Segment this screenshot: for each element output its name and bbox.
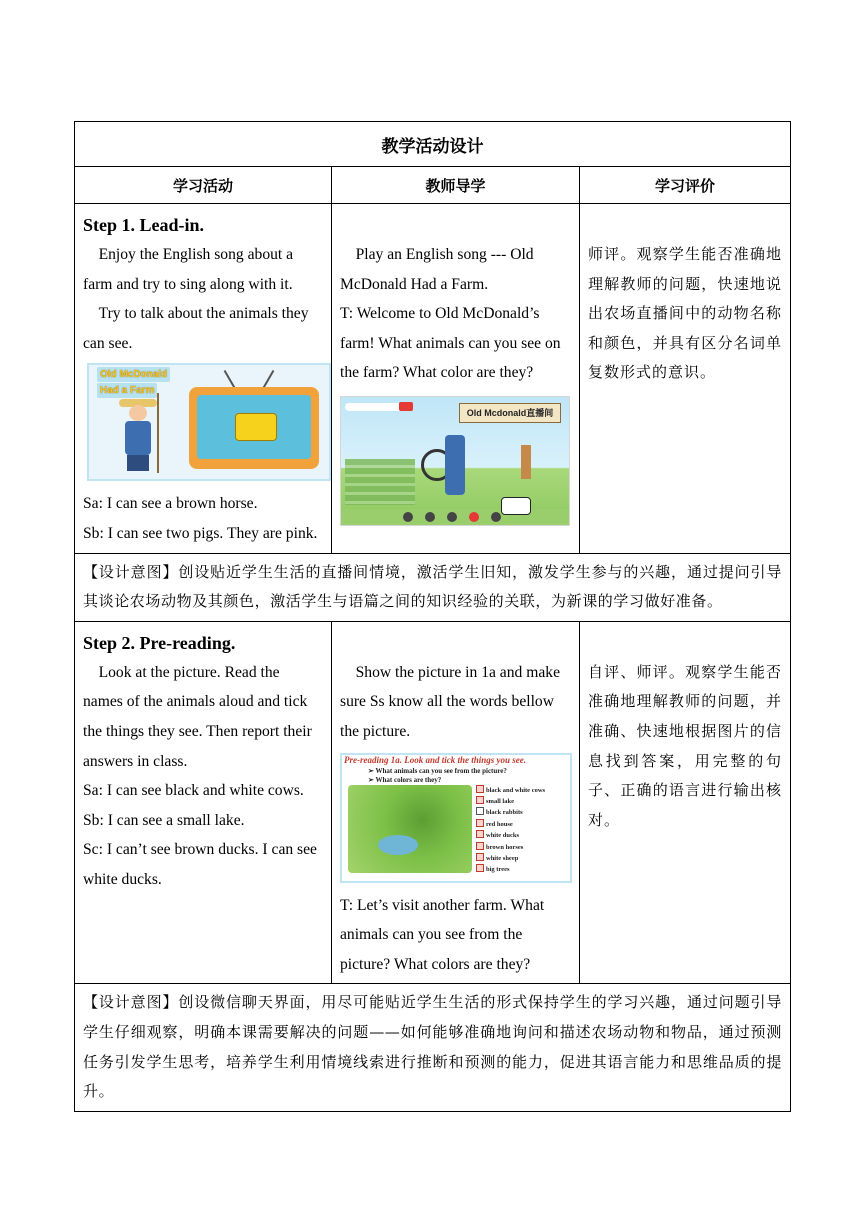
student-answer: Sb: I can see two pigs. They are pink. xyxy=(83,524,318,542)
worksheet-item-label: black and white cows xyxy=(486,786,546,794)
step2-evaluation-text: 自评、师评。观察学生能否准确地理解教师的问题，并准确、快速地根据图片的信息找到答案，用完整的句子、正确的语言进行输出核对。 xyxy=(588,662,783,829)
worksheet-item-label: small lake xyxy=(486,797,514,805)
student-answer: Sa: I can see black and white cows. xyxy=(83,782,304,800)
student-answer: Sb: I can see a small lake. xyxy=(83,811,245,829)
step1-teacher-cell xyxy=(332,204,580,554)
step1-design-intent: 【设计意图】创设贴近学生生活的直播间情境，激活学生旧知，激发学生参与的兴趣，通过提问引导其谈论农场动物及其颜色，激活学生与语篇之间的知识经验的关联，为新课的学习做好准备。 xyxy=(75,553,791,621)
step1-activity-cell xyxy=(75,204,332,554)
worksheet-checklist xyxy=(476,785,570,876)
step1-teacher-text: Play an English song --- Old McDonald Had a Farm. xyxy=(340,246,534,293)
student-answer: Sc: I can’t see brown ducks. I can see white ducks. xyxy=(83,841,317,888)
worksheet-item xyxy=(476,864,570,875)
worksheet-item xyxy=(476,842,570,853)
step2-activity-text: Look at the picture. Read the names of the animals aloud and tick the things they see. Then report their answers in class. xyxy=(83,663,312,770)
song-title-line1: Old McDonald xyxy=(97,367,170,382)
step1-evaluation-cell xyxy=(580,204,791,554)
checked-box-icon xyxy=(476,785,484,793)
tv-screen-graphic xyxy=(189,387,319,469)
step1-activity-text: Try to talk about the animals they can see. xyxy=(83,305,309,352)
pitchfork xyxy=(157,393,159,473)
worksheet-question: ➢ What colors are they? xyxy=(368,775,442,784)
pre-reading-worksheet-image xyxy=(340,753,572,883)
checked-box-icon xyxy=(476,796,484,804)
step2-title: Step 2. Pre-reading. xyxy=(83,632,236,653)
step2-teacher-question: T: Let’s visit another farm. What animals can you see from the picture? What colors are they? xyxy=(340,896,545,973)
step2-design-intent: 【设计意图】创设微信聊天界面，用尽可能贴近学生生活的形式保持学生的学习兴趣，通过问题引导学生仔细观察，明确本课需要解决的问题——如何能够准确地询问和描述农场动物和物品，通过预测任务引发学生思考，培养学生利用情境线索进行推断和预测的能力，促进其语言能力和思维品质的提升。 xyxy=(75,984,791,1111)
step2-evaluation-cell xyxy=(580,621,791,984)
step2-teacher-cell xyxy=(332,621,580,984)
step2-activity-cell xyxy=(75,621,332,984)
table-title: 教学活动设计 xyxy=(75,122,791,167)
checked-box-icon xyxy=(476,819,484,827)
cow-graphic xyxy=(501,497,531,515)
windmill-graphic xyxy=(521,445,531,479)
worksheet-item xyxy=(476,819,570,830)
worksheet-item xyxy=(476,807,570,818)
step1-evaluation-text: 师评。观察学生能否准确地理解教师的问题，快速地说出农场直播间中的动物名称和颜色，并具有区分名词单复数形式的意识。 xyxy=(588,245,783,382)
school-bus-graphic xyxy=(235,413,277,441)
worksheet-item-label: big trees xyxy=(486,866,510,874)
step1-activity-text: Enjoy the English song about a farm and try to sing along with it. xyxy=(83,246,294,293)
farmer-figure xyxy=(445,435,465,495)
old-mcdonald-song-image xyxy=(87,363,331,481)
step1-title: Step 1. Lead-in. xyxy=(83,215,205,235)
worksheet-question: ➢ What animals can you see from the picture? xyxy=(368,766,507,775)
lesson-design-table xyxy=(74,121,791,1112)
header-learning-activity: 学习活动 xyxy=(75,167,332,204)
worksheet-item xyxy=(476,796,570,807)
worksheet-item-label: black rabbits xyxy=(486,809,523,817)
worksheet-item xyxy=(476,785,570,796)
checked-box-icon xyxy=(476,864,484,872)
checked-box-icon xyxy=(476,842,484,850)
step2-teacher-text: Show the picture in 1a and make sure Ss know all the words bellow the picture. xyxy=(340,663,560,740)
checked-box-icon xyxy=(476,853,484,861)
worksheet-title: Pre-reading 1a. Look and tick the things you see. xyxy=(344,754,526,765)
step2-row xyxy=(75,621,791,984)
worksheet-item xyxy=(476,830,570,841)
step1-teacher-question: T: Welcome to Old McDonald’s farm! What animals can you see on the farm? What color are they? xyxy=(340,305,561,382)
worksheet-item xyxy=(476,853,570,864)
farm-scene-graphic xyxy=(348,785,472,873)
student-answer: Sa: I can see a brown horse. xyxy=(83,495,258,513)
checkbox-icon xyxy=(476,807,484,815)
worksheet-item-label: brown horses xyxy=(486,843,524,851)
step1-row xyxy=(75,204,791,554)
farmer-figure xyxy=(123,399,153,471)
live-room-sign: Old Mcdonald直播间 xyxy=(459,403,561,423)
song-title-line2: Had a Farm xyxy=(97,383,157,398)
farm-live-stream-image xyxy=(340,396,570,526)
worksheet-item-label: white ducks xyxy=(486,832,520,840)
chat-messages-graphic xyxy=(345,459,415,505)
header-learning-evaluation: 学习评价 xyxy=(580,167,791,204)
worksheet-item-label: white sheep xyxy=(486,854,519,862)
header-teacher-guidance: 教师导学 xyxy=(332,167,580,204)
checked-box-icon xyxy=(476,830,484,838)
worksheet-item-label: red house xyxy=(486,820,513,828)
